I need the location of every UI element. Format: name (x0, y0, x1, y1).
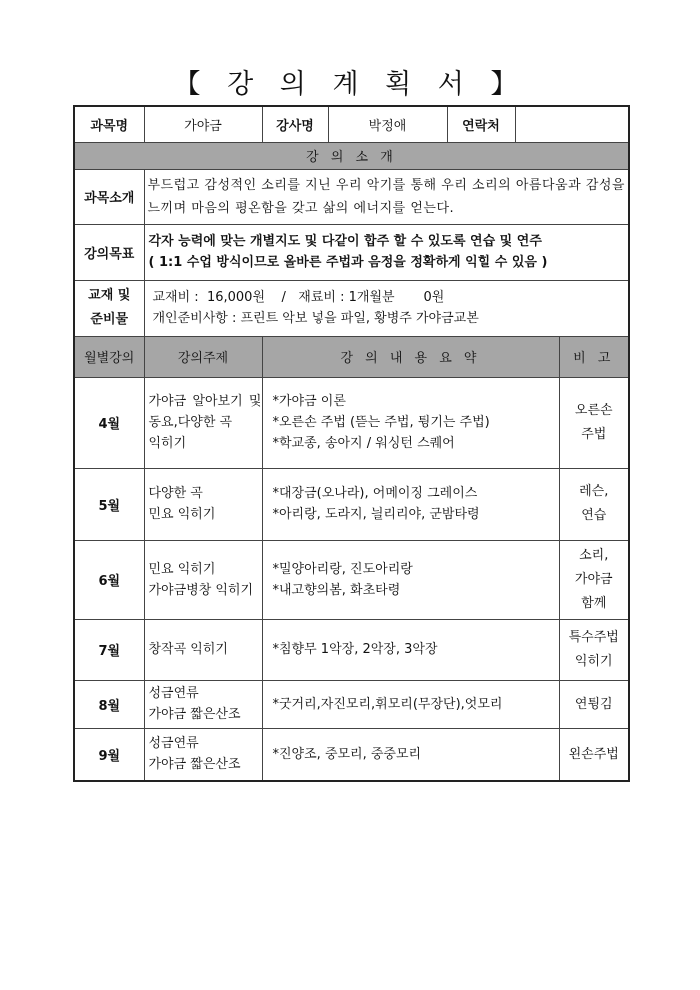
schedule-row (74, 619, 629, 680)
schedule-header-row (74, 336, 629, 377)
content-line: *학교종, 송아지 / 워싱턴 스퀘어 (272, 436, 455, 451)
topic-line: 익히기 (148, 436, 187, 451)
month-cell: 6월 (74, 540, 144, 619)
contact-label: 연락처 (447, 106, 515, 142)
note-line: 오른손 (574, 402, 613, 418)
note-cell (559, 377, 629, 468)
note-cell (559, 680, 629, 728)
lecture-plan-table (73, 105, 630, 782)
note-line: 연습 (581, 508, 607, 523)
topic-cell (144, 468, 262, 540)
materials-row (74, 280, 629, 336)
schedule-row (74, 680, 629, 728)
topic-line: 가야금 알아보기 및 (148, 394, 262, 409)
note-cell (559, 619, 629, 680)
schedule-header-topic: 강의주제 (144, 336, 262, 377)
topic-line: 성금연류 (148, 736, 199, 752)
schedule-row (74, 540, 629, 619)
topic-line: 가야금병창 익히기 (148, 582, 254, 598)
materials-line-2: 개인준비사항 : 프린트 악보 넣을 파일, 황병주 가야금교본 (152, 311, 479, 326)
content-line: *오른손 주법 (뜯는 주법, 튕기는 주법) (272, 415, 490, 430)
schedule-header-content: 강 의 내 용 요 약 (262, 336, 559, 377)
content-line: *아리랑, 도라지, 늴리리야, 군밤타령 (272, 507, 480, 522)
topic-cell (144, 377, 262, 468)
content-line: *밀양아리랑, 진도아리랑 (272, 561, 413, 577)
note-line: 레슨, (579, 484, 609, 499)
subject-value: 가야금 (144, 106, 262, 142)
schedule-row (74, 377, 629, 468)
topic-cell (144, 619, 262, 680)
content-line: *가야금 이론 (272, 394, 346, 409)
content-line: *내고향의봄, 화초타령 (272, 582, 401, 598)
content-line: *침향무 1악장, 2악장, 3악장 (272, 642, 438, 657)
course-intro-text: 부드럽고 감성적인 소리를 지닌 우리 악기를 통해 우리 소리의 아름다움과 감성을 느끼며 마음의 평온함을 갖고 삶의 에너지를 얻는다. (144, 169, 629, 224)
topic-line: 성금연류 (148, 686, 199, 701)
intro-section-header: 강 의 소 개 (74, 142, 629, 169)
topic-line: 가야금 짧은산조 (148, 707, 241, 722)
note-cell (559, 728, 629, 781)
topic-line: 다양한 곡 (148, 486, 203, 501)
note-line: 연튕김 (574, 696, 613, 712)
content-line: *진양조, 중모리, 중중모리 (272, 746, 422, 762)
note-line: 함께 (581, 595, 607, 611)
info-row (74, 106, 629, 142)
note-line: 주법 (581, 426, 607, 442)
month-cell: 4월 (74, 377, 144, 468)
goal-line-1: 각자 능력에 맞는 개별지도 및 다같이 합주 할 수 있도록 연습 및 연주 (148, 234, 542, 249)
course-intro-row (74, 169, 629, 224)
note-cell (559, 540, 629, 619)
content-cell (262, 728, 559, 781)
month-cell: 9월 (74, 728, 144, 781)
topic-cell (144, 680, 262, 728)
content-cell (262, 468, 559, 540)
schedule-header-note: 비 고 (559, 336, 629, 377)
note-line: 가야금 (574, 571, 613, 587)
goal-label: 강의목표 (74, 224, 144, 280)
schedule-row (74, 468, 629, 540)
topic-line: 동요,다양한 곡 (148, 415, 233, 430)
month-cell: 5월 (74, 468, 144, 540)
topic-cell (144, 728, 262, 781)
goal-line-2: ( 1:1 수업 방식이므로 올바른 주법과 음정을 정확하게 익힐 수 있음 ) (148, 255, 548, 270)
content-cell (262, 540, 559, 619)
content-line: *대장금(오나라), 어메이징 그레이스 (272, 486, 478, 501)
content-cell (262, 680, 559, 728)
content-cell (262, 377, 559, 468)
schedule-header-month: 월별강의 (74, 336, 144, 377)
note-line: 소리, (579, 547, 609, 563)
page-title: 【 강 의 계 획 서 】 (173, 69, 527, 100)
contact-value (515, 106, 629, 142)
note-line: 특수주법 (568, 629, 619, 645)
content-line: *굿거리,자진모리,휘모리(무장단),엇모리 (272, 696, 503, 712)
goal-row (74, 224, 629, 280)
month-cell: 7월 (74, 619, 144, 680)
topic-cell (144, 540, 262, 619)
schedule-row (74, 728, 629, 781)
topic-line: 창작곡 익히기 (148, 642, 228, 657)
note-cell (559, 468, 629, 540)
materials-label-line-1: 교재 및 (88, 288, 131, 303)
instructor-value: 박정애 (328, 106, 447, 142)
materials-text (144, 280, 629, 336)
materials-label (74, 280, 144, 336)
topic-line: 민요 익히기 (148, 561, 216, 577)
month-cell: 8월 (74, 680, 144, 728)
course-intro-label: 과목소개 (74, 169, 144, 224)
goal-text (144, 224, 629, 280)
instructor-label: 강사명 (262, 106, 328, 142)
subject-label: 과목명 (74, 106, 144, 142)
topic-line: 민요 익히기 (148, 507, 216, 522)
topic-line: 가야금 짧은산조 (148, 757, 241, 773)
note-line: 익히기 (574, 653, 613, 669)
note-line: 왼손주법 (568, 746, 619, 762)
content-cell (262, 619, 559, 680)
materials-line-1: 교재비 : 16,000원 / 재료비 : 1개월분 0원 (152, 290, 445, 305)
materials-label-line-2: 준비물 (90, 312, 129, 327)
